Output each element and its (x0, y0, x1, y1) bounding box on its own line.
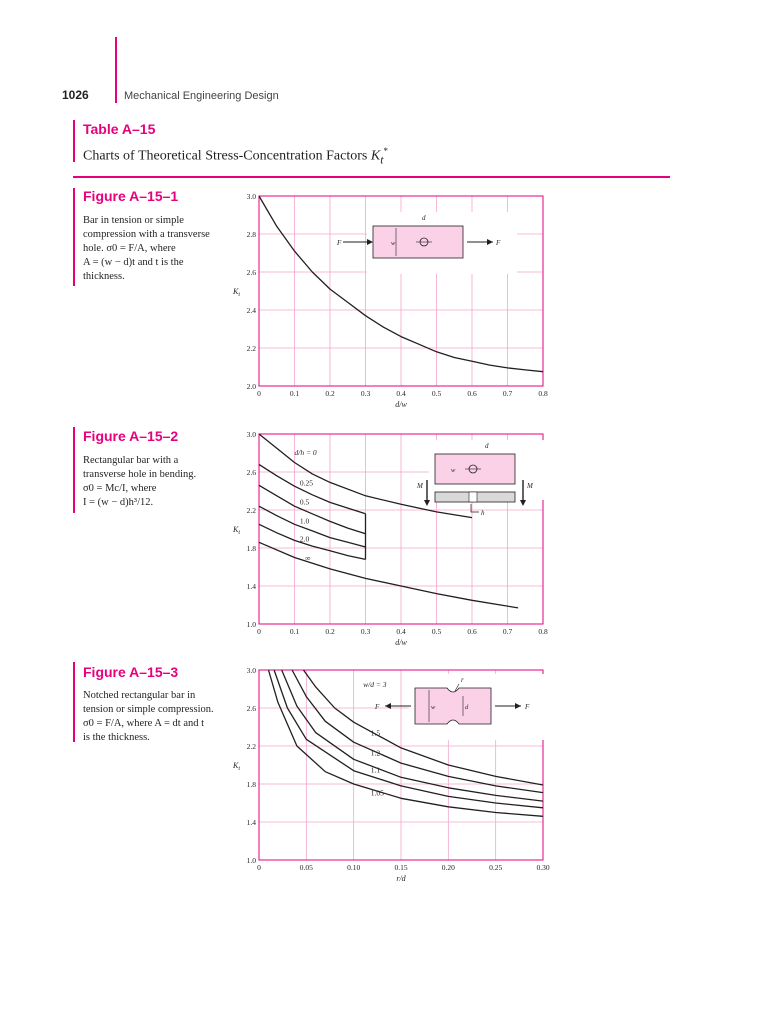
figure-2-desc-line: Rectangular bar with a (83, 455, 179, 466)
y-axis-label-subscript: t (238, 530, 241, 536)
arrow-head-icon (520, 500, 526, 506)
inset-label: F (337, 239, 342, 247)
series-label: d/h = 0 (294, 447, 317, 457)
y-axis-label-subscript: t (238, 766, 241, 772)
series-label: 2.0 (299, 534, 310, 544)
x-tick-label: 0 (257, 863, 261, 872)
y-tick-label: 1.8 (246, 780, 256, 789)
figure-1-desc-line: hole. σ0 = F/A, where (83, 243, 176, 254)
x-tick-label: 0.20 (441, 863, 455, 872)
page-header-rule (115, 37, 117, 103)
figure-1-desc-line: A = (w − d)t and t is the (83, 257, 184, 268)
x-tick-label: 0.25 (489, 863, 503, 872)
figure-1-description (83, 214, 223, 284)
y-tick-label: 1.4 (246, 818, 256, 827)
inset-label: d (465, 704, 469, 711)
x-axis-label: r/d (396, 874, 406, 883)
table-caption-text: Charts of Theoretical Stress-Concentration Factors (83, 148, 371, 164)
figure-2-desc-line: I = (w − d)h³/12. (83, 497, 154, 508)
x-tick-label: 0.5 (431, 627, 442, 636)
y-tick-label: 2.0 (246, 382, 256, 391)
y-tick-label: 2.4 (246, 306, 256, 315)
y-tick-label: 2.2 (246, 506, 256, 515)
table-caption-sup: * (383, 146, 388, 156)
series-label: 1.0 (299, 516, 310, 526)
y-tick-label: 3.0 (246, 192, 256, 201)
x-tick-label: 0.15 (394, 863, 408, 872)
figure-3-desc-line: σ0 = F/A, where A = dt and t (83, 718, 205, 729)
series-line (259, 485, 366, 534)
figure-1-label: Figure A–15–1 (83, 188, 179, 204)
y-tick-label: 2.6 (246, 268, 256, 277)
y-tick-label: 1.0 (246, 620, 256, 629)
table-label: Table A–15 (83, 121, 156, 137)
x-tick-label: 0.2 (325, 627, 335, 636)
x-tick-label: 0.7 (502, 627, 513, 636)
chart-figure-2 (225, 428, 560, 653)
x-tick-label: 0.8 (538, 389, 548, 398)
series-label: 1.2 (370, 748, 381, 758)
x-tick-label: 0.6 (467, 627, 477, 636)
series-label: 1.1 (370, 765, 381, 775)
series-label: w/d = 3 (363, 680, 387, 690)
inset-hole-section (469, 492, 477, 502)
x-tick-label: 0 (257, 389, 261, 398)
x-axis-label: d/w (395, 400, 407, 409)
x-tick-label: 0.1 (289, 389, 300, 398)
table-caption-symbol: K (370, 148, 381, 164)
x-tick-label: 0.4 (396, 627, 406, 636)
series-label: 0.5 (299, 497, 310, 507)
x-tick-label: 0.4 (396, 389, 406, 398)
figure-3-label: Figure A–15–3 (83, 664, 179, 680)
y-axis-label: $K_t$ (233, 761, 241, 772)
figure-3-desc-line: is the thickness. (83, 732, 150, 743)
inset-label: F (525, 703, 530, 711)
figure-1-rule (73, 188, 75, 286)
x-tick-label: 0.8 (538, 627, 548, 636)
table-caption (83, 146, 388, 166)
inset-label: w (451, 467, 456, 474)
figure-1-desc-line: compression with a transverse (83, 229, 210, 240)
y-tick-label: 2.2 (246, 344, 256, 353)
chart-figure-3 (225, 664, 560, 889)
x-tick-label: 0.2 (325, 389, 335, 398)
arrow-head-icon (424, 500, 430, 506)
inset-label: F (375, 703, 380, 711)
x-tick-label: 0.30 (536, 863, 550, 872)
y-tick-label: 1.4 (246, 582, 256, 591)
figure-3-desc-line: Notched rectangular bar in (83, 690, 196, 701)
figure-3-description (83, 689, 223, 745)
x-tick-label: 0.3 (360, 389, 371, 398)
inset-label: h (481, 509, 485, 517)
series-line (259, 524, 366, 559)
y-axis-label: $K_t$ (233, 525, 241, 536)
x-tick-label: 0.7 (502, 389, 513, 398)
inset-label: w (431, 704, 436, 711)
page-number: 1026 (62, 88, 89, 102)
y-tick-label: 3.0 (246, 666, 256, 675)
figure-2-desc-line: transverse hole in bending. (83, 469, 197, 480)
figure-1-desc-line: thickness. (83, 271, 125, 282)
series-label: 0.25 (299, 478, 313, 488)
inset-label: M (527, 482, 533, 490)
figure-2-rule (73, 427, 75, 513)
inset-label: w (391, 240, 396, 247)
y-tick-label: 2.6 (246, 468, 256, 477)
table-rule (73, 120, 75, 162)
chart-figure-1 (225, 190, 560, 415)
x-tick-label: 0.6 (467, 389, 477, 398)
x-tick-label: 0.1 (289, 627, 300, 636)
series-line (259, 542, 518, 608)
figure-3-rule (73, 662, 75, 742)
y-tick-label: 2.2 (246, 742, 256, 751)
y-tick-label: 2.8 (246, 230, 256, 239)
y-tick-label: 2.6 (246, 704, 256, 713)
figure-2-description (83, 454, 223, 510)
inset-label: r (461, 676, 464, 684)
figure-2-desc-line: σ0 = Mc/I, where (83, 483, 157, 494)
series-line (259, 506, 366, 547)
section-divider (73, 176, 670, 178)
x-tick-label: 0.5 (431, 389, 442, 398)
x-tick-label: 0.3 (360, 627, 371, 636)
figure-2-label: Figure A–15–2 (83, 428, 179, 444)
series-label: ∞ (305, 553, 311, 563)
inset-label: d (485, 442, 489, 450)
x-axis-label: d/w (395, 638, 407, 647)
y-tick-label: 1.0 (246, 856, 256, 865)
figure-1-desc-line: Bar in tension or simple (83, 215, 184, 226)
y-axis-label-subscript: t (238, 292, 241, 298)
running-title: Mechanical Engineering Design (124, 90, 279, 102)
y-tick-label: 1.8 (246, 544, 256, 553)
y-axis-label: $K_t$ (233, 287, 241, 298)
inset-label: F (496, 239, 501, 247)
table-caption-subscript: t (380, 153, 384, 167)
inset-label: d (422, 214, 426, 222)
y-tick-label: 3.0 (246, 430, 256, 439)
x-tick-label: 0.05 (299, 863, 313, 872)
inset-label: M (417, 482, 423, 490)
series-label: 1.5 (370, 728, 381, 738)
x-tick-label: 0.10 (347, 863, 361, 872)
series-label: 1.05 (370, 788, 384, 798)
figure-3-desc-line: tension or simple compression. (83, 704, 214, 715)
inset-notched-bar (415, 688, 491, 724)
x-tick-label: 0 (257, 627, 261, 636)
